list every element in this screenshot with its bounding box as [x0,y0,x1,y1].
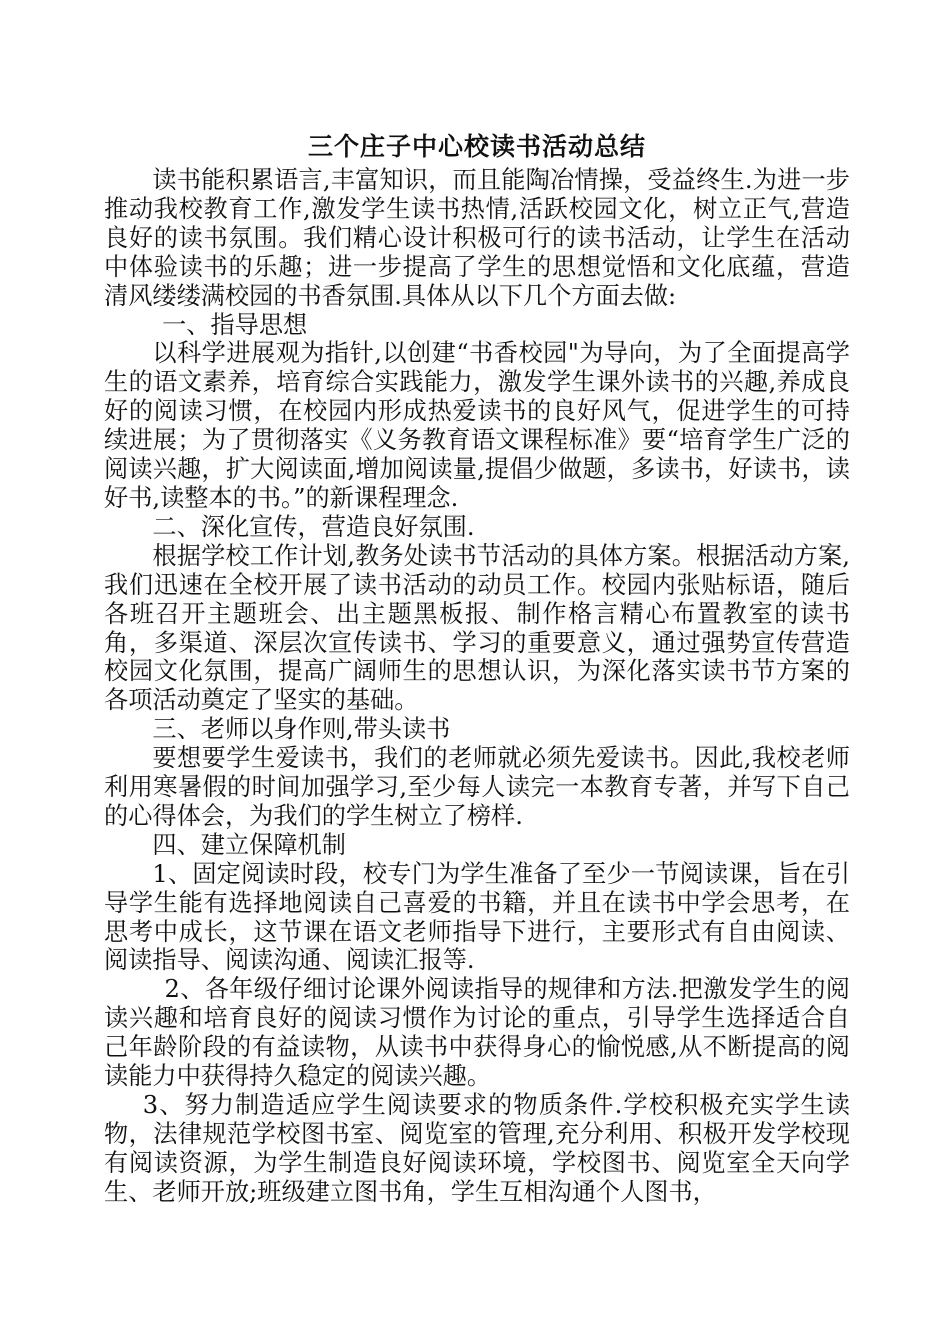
document-page [104,128,850,1207]
list-item-3: 3、努力制造适应学生阅读要求的物质条件.学校积极充实学生读物，法律规范学校图书室、阅览室的管理,充分利用、积极开发学校现有阅读资源，为学生制造良好阅读环境，学校图书、阅览室全天向学生、老师开放;班级建立图书角，学生互相沟通个人图书， [104,1091,850,1206]
body-paragraph: 根据学校工作计划,教务处读书节活动的具体方案。根据活动方案,我们迅速在全校开展了读书活动的动员工作。校园内张贴标语，随后各班召开主题班会、出主题黑板报、制作格言精心布置教室的读书角，多渠道、深层次宣传读书、学习的重要意义，通过强势宣传营造校园文化氛围，提高广阔师生的思想认识，为深化落实读书节方案的各项活动奠定了坚实的基础。 [104,541,850,715]
section-heading-1: 一、指导思想 [162,310,308,339]
list-item-2: 2、各年级仔细讨论课外阅读指导的规律和方法.把激发学生的阅读兴趣和培育良好的阅读习惯作为讨论的重点，引导学生选择适合自己年龄阶段的有益读物，从读书中获得身心的愉悦感,从不断提高的阅读能力中获得持久稳定的阅读兴趣。 [104,975,850,1091]
section-heading-4: 四、建立保障机制 [152,830,346,859]
body-paragraph: 要想要学生爱读书，我们的老师就必须先爱读书。因此,我校老师利用寒暑假的时间加强学习,至少每人读完一本教育专著，并写下自己的心得体会，为我们的学生树立了榜样. [104,744,850,830]
intro-paragraph: 读书能积累语言,丰富知识，而且能陶冶情操，受益终生.为进一步推动我校教育工作,激发学生读书热情,活跃校园文化，树立正气,营造良好的读书氛围。我们精心设计积极可行的读书活动，让学生在活动中体验读书的乐趣；进一步提高了学生的思想觉悟和文化底蕴，营造清风缕缕满校园的书香氛围.具体从以下几个方面去做: [104,166,850,310]
section-heading-2: 二、深化宣传，营造良好氛围. [152,512,475,541]
document-title: 三个庄子中心校读书活动总结 [307,132,646,161]
body-paragraph: 以科学进展观为指针,以创建“书香校园"为导向，为了全面提高学生的语文素养，培育综合实践能力，激发学生课外读书的兴趣,养成良好的阅读习惯，在校园内形成热爱读书的良好风气，促进学生的可持续进展；为了贯彻落实《义务教育语文课程标准》要“培育学生广泛的阅读兴趣，扩大阅读面,增加阅读量,提倡少做题，多读书，好读书，读好书,读整本的书。”的新课程理念. [104,339,850,512]
section-heading-3: 三、老师以身作则,带头读书 [152,715,451,744]
list-item-1: 1、固定阅读时段，校专门为学生准备了至少一节阅读课，旨在引导学生能有选择地阅读自己喜爱的书籍，并且在读书中学会思考，在思考中成长，这节课在语文老师指导下进行，主要形式有自由阅读、阅读指导、阅读沟通、阅读汇报等. [104,859,850,975]
